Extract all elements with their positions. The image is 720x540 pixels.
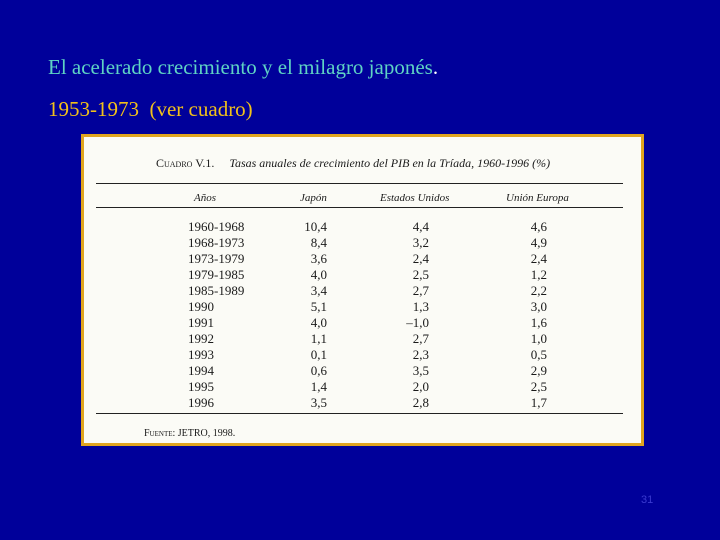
cell-year: 1993	[188, 347, 214, 362]
cell-eu: 4,9	[530, 235, 547, 250]
table-top-rule	[96, 183, 623, 184]
cell-japan: 10,4	[304, 219, 327, 234]
cell-japan: 0,6	[310, 363, 327, 378]
cell-eu: 2,4	[530, 251, 547, 266]
cell-year: 1979-1985	[188, 267, 245, 282]
cell-usa: 3,2	[412, 235, 429, 250]
cell-year: 1992	[188, 331, 214, 346]
cell-japan: 8,4	[310, 235, 327, 250]
cell-usa: 4,4	[412, 219, 429, 234]
cell-usa: 2,7	[412, 331, 429, 346]
cell-japan: 3,5	[310, 395, 327, 410]
cell-usa: 3,5	[412, 363, 429, 378]
cell-usa: –1,0	[406, 315, 429, 330]
cell-eu: 1,0	[530, 331, 547, 346]
cell-year: 1985-1989	[188, 283, 245, 298]
cell-usa: 2,3	[412, 347, 429, 362]
scanned-table-image	[81, 134, 644, 446]
cell-eu: 2,9	[530, 363, 547, 378]
cell-usa: 2,7	[412, 283, 429, 298]
cell-year: 1960-1968	[188, 219, 245, 234]
cell-year: 1994	[188, 363, 214, 378]
cell-year: 1991	[188, 315, 214, 330]
cell-eu: 2,2	[530, 283, 547, 298]
table-bottom-rule	[96, 413, 623, 414]
cell-eu: 1,2	[530, 267, 547, 282]
header-eu: Unión Europa	[506, 192, 569, 204]
cell-japan: 4,0	[310, 315, 327, 330]
header-years: Años	[194, 192, 216, 204]
cell-japan: 3,6	[310, 251, 327, 266]
cell-year: 1996	[188, 395, 214, 410]
cell-eu: 4,6	[530, 219, 547, 234]
cell-eu: 3,0	[530, 299, 547, 314]
table-caption	[156, 156, 550, 171]
cell-year: 1990	[188, 299, 214, 314]
table-header-rule	[96, 207, 623, 208]
source-label: Fuente:	[144, 428, 176, 439]
cell-usa: 2,0	[412, 379, 429, 394]
header-japan: Japón	[300, 192, 327, 204]
cell-eu: 1,6	[530, 315, 547, 330]
cell-japan: 0,1	[310, 347, 327, 362]
table-number: V.1.	[195, 156, 215, 170]
cell-japan: 3,4	[310, 283, 327, 298]
cell-usa: 1,3	[412, 299, 429, 314]
cell-japan: 1,1	[310, 331, 327, 346]
cell-year: 1995	[188, 379, 214, 394]
table-source	[144, 428, 235, 439]
cell-usa: 2,5	[412, 267, 429, 282]
page-number: 31	[641, 494, 654, 506]
cell-japan: 5,1	[310, 299, 327, 314]
slide-title: El acelerado crecimiento y el milagro japonés.	[48, 55, 439, 79]
cell-japan: 4,0	[310, 267, 327, 282]
cell-year: 1968-1973	[188, 235, 245, 250]
cell-japan: 1,4	[310, 379, 327, 394]
table-caption-text: Tasas anuales de crecimiento del PIB en la Tríada, 1960-1996 (%)	[229, 156, 551, 170]
table-label: Cuadro	[156, 156, 193, 170]
cell-eu: 2,5	[530, 379, 547, 394]
cell-eu: 1,7	[530, 395, 547, 410]
source-text: JETRO, 1998.	[177, 428, 236, 439]
cell-usa: 2,8	[412, 395, 429, 410]
cell-eu: 0,5	[530, 347, 547, 362]
cell-usa: 2,4	[412, 251, 429, 266]
header-usa: Estados Unidos	[380, 192, 450, 204]
cell-year: 1973-1979	[188, 251, 245, 266]
slide-subtitle: 1953-1973 (ver cuadro)	[48, 97, 253, 121]
